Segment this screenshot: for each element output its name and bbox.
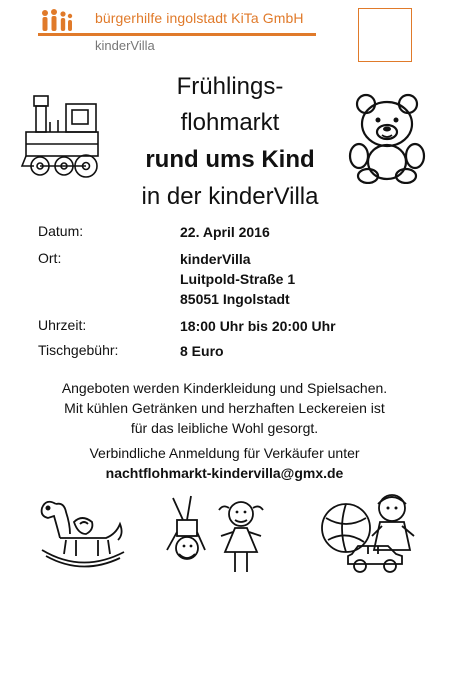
contact-email[interactable]: nachtflohmarkt-kindervilla@gmx.de [105,465,344,481]
title-line-3: rund ums Kind [145,146,315,173]
title-line-4: in der kinderVilla [141,183,319,210]
toys-icon [318,490,422,574]
fee-label: Tischgebühr: [38,342,119,358]
time-label: Uhrzeit: [38,317,87,333]
header-divider [38,33,316,36]
children-icon [165,492,275,580]
title-line-2: flohmarkt [180,109,280,136]
location-line-2: Luitpold-Straße 1 [180,271,296,287]
info-line-3: für das leibliche Wohl gesorgt. [130,420,319,436]
date-label: Datum: [38,223,84,239]
location-line-1: kinderVilla [180,251,251,267]
fee-value: 8 Euro [180,343,224,359]
info-line-1: Angeboten werden Kinderkleidung und Spielsachen. [61,380,388,396]
stamp-box [358,8,412,62]
info-line-2: Mit kühlen Getränken und herzhaften Leckereien ist [64,400,385,416]
time-value: 18:00 Uhr bis 20:00 Uhr [180,318,336,334]
location-line-3: 85051 Ingolstadt [180,291,290,307]
rocking-horse-icon [36,494,128,576]
title-line-1: Frühlings- [176,73,284,100]
location-label: Ort: [38,250,62,266]
people-logo-icon [40,8,74,34]
org-name: bürgerhilfe ingolstadt KiTa GmbH [95,10,304,26]
registration-text: Verbindliche Anmeldung für Verkäufer unter [89,445,360,461]
date-value: 22. April 2016 [180,224,270,240]
org-sub-name: kinderVilla [95,38,155,53]
